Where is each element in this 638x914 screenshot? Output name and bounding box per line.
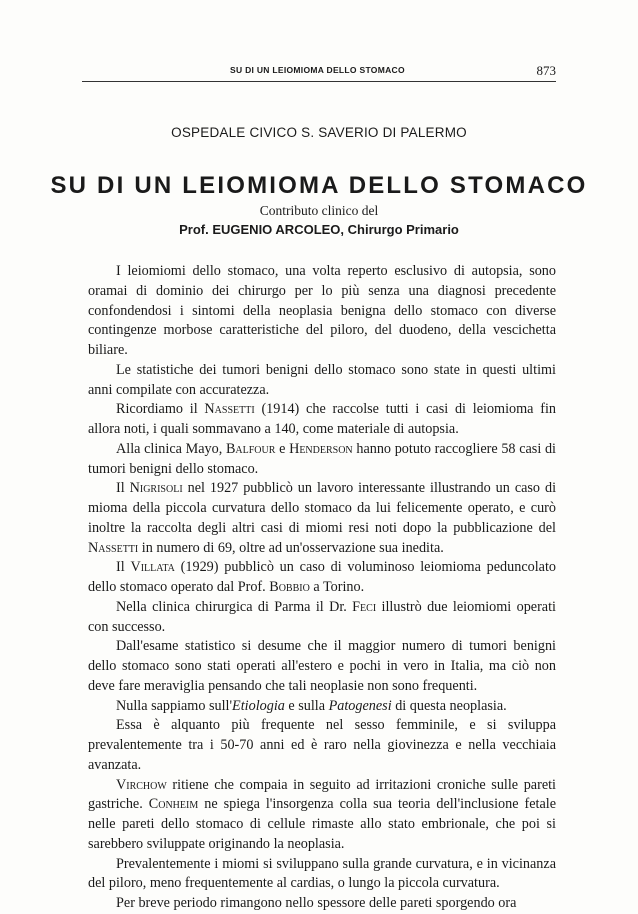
author-name: Virchow [116, 776, 167, 793]
hospital-line: OSPEDALE CIVICO S. SAVERIO DI PALERMO [171, 125, 467, 140]
page-number: 873 [536, 63, 556, 78]
author-line: Prof. EUGENIO ARCOLEO, Chirurgo Primario [179, 222, 459, 237]
author-name: Feci [352, 598, 377, 615]
author-name: Henderson [289, 440, 353, 457]
author-name: Balfour [225, 440, 276, 457]
emphasis-term: Patogenesi [328, 697, 392, 714]
article-title: SU DI UN LEIOMIOMA DELLO STOMACO [50, 172, 588, 199]
author-name: Conheim [148, 796, 199, 813]
paragraph: Ricordiamo il Nassetti (1914) che raccolse tutti i casi di leiomioma fin allora noti, i quali sommavano a 140, come materiale di autopsia. [88, 401, 556, 437]
paragraph: Virchow ritiene che compaia in seguito ad irritazioni croniche sulle pareti gastriche. Conheim ne spiega l'insorgenza colla sua teoria dell'inclusione fetale nelle pareti dello stomaco di cellule rimaste allo stato embrionale, che poi si sarebbero sviluppate originando la neoplasia. [88, 776, 556, 852]
article-body [88, 262, 556, 914]
emphasis-term: Etiologia [232, 697, 285, 714]
author-name: Nassetti [88, 539, 139, 556]
author-name: Villata [130, 559, 175, 576]
paragraph: I leiomiomi dello stomaco, una volta reperto esclusivo di autopsia, sono oramai di dominio dei chirurgo per lo più senza una diagnosi precedente confondendosi i sintomi della neoplasia benigna dello stomaco con diverse contingenze morbose caratteristiche del piloro, del duodeno, della vescichetta biliare. [88, 263, 556, 358]
running-header [82, 63, 556, 82]
paragraph: Alla clinica Mayo, Balfour e Henderson hanno potuto raccogliere 58 casi di tumori benigni dello stomaco. [88, 440, 556, 477]
author-name: Nassetti [204, 401, 255, 418]
running-title: SU DI UN LEIOMIOMA DELLO STOMACO [230, 65, 405, 75]
author-name: Nigrisoli [129, 480, 183, 497]
paragraph: Nella clinica chirurgica di Parma il Dr. Feci illustrò due leiomiomi operati con successo. [88, 598, 556, 635]
paragraph: Per breve periodo rimangono nello spessore delle pareti sporgendo ora [116, 895, 517, 911]
paragraph: Nulla sappiamo sull'Etiologia e sulla Patogenesi di questa neoplasia. [116, 697, 507, 714]
paragraph: Le statistiche dei tumori benigni dello stomaco sono state in questi ultimi anni compilate con accuratezza. [88, 361, 556, 398]
author-name: Bobbio [269, 579, 310, 595]
paragraph: Il Nigrisoli nel 1927 pubblicò un lavoro interessante illustrando un caso di mioma della piccola curvatura dello stomaco da lui felicemente operato, e curò inoltre la raccolta degli altri casi di miomi resi noti dopo la pubblicazione del Nassetti in numero di 69, oltre ad un'osservazione sua inedita. [88, 480, 557, 556]
paragraph: Prevalentemente i miomi si sviluppano sulla grande curvatura, e in vicinanza del piloro, meno frequentemente al cardias, o lungo la piccola curvatura. [88, 855, 556, 892]
paragraph: Essa è alquanto più frequente nel sesso femminile, e si sviluppa prevalentemente tra i 50-70 anni ed è raro nella giovinezza e nella vecchiaia avanzata. [88, 717, 556, 773]
paragraph: Dall'esame statistico si desume che il maggior numero di tumori benigni dello stomaco sono stati operati all'estero e pochi in vero in Italia, ma ciò non deve fare meraviglia pensando che tali neoplasie non sono frequenti. [88, 638, 556, 694]
article-subtitle: Contributo clinico del [259, 203, 379, 218]
paragraph: Il Villata (1929) pubblicò un caso di voluminoso leiomioma peduncolato dello stomaco operato dal Prof. Bobbio a Torino. [88, 559, 556, 595]
